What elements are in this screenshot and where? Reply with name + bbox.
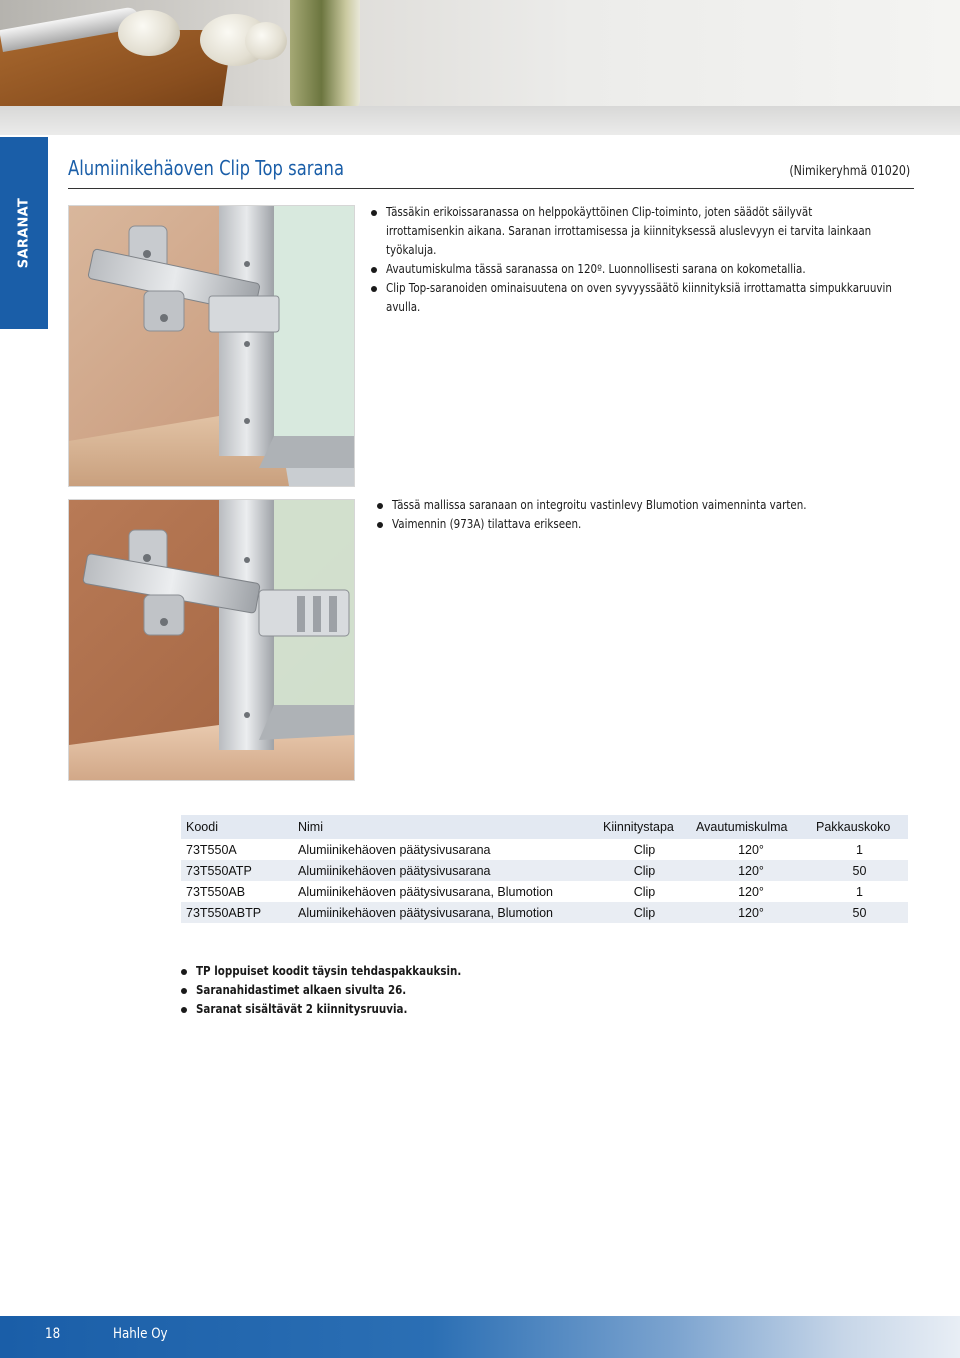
cell-mounting: Clip bbox=[633, 884, 656, 899]
column-header-package-size: Pakkauskoko bbox=[811, 815, 908, 839]
cell-code: 73T550A bbox=[186, 842, 237, 857]
list-item: TP loppuiset koodit täysin tehdaspakkauksin. bbox=[181, 962, 581, 981]
feature-list-middle bbox=[377, 496, 907, 534]
column-header-mounting: Kiinnitystapa bbox=[598, 815, 691, 839]
cell-name: Alumiinikehäoven päätysivusarana bbox=[298, 842, 491, 857]
title-row bbox=[68, 152, 914, 189]
cell-name: Alumiinikehäoven päätysivusarana bbox=[293, 860, 598, 881]
list-item: Saranahidastimet alkaen sivulta 26. bbox=[181, 981, 581, 1000]
hinge-photo-1 bbox=[68, 205, 355, 487]
page-number: 18 bbox=[45, 1326, 61, 1342]
table-row bbox=[181, 860, 908, 881]
company-name: Hahle Oy bbox=[113, 1326, 168, 1342]
cell-name: Alumiinikehäoven päätysivusarana, Blumotion bbox=[293, 902, 598, 923]
cell-opening-angle: 120° bbox=[738, 884, 764, 899]
table-row bbox=[181, 839, 908, 860]
list-item: Saranat sisältävät 2 kiinnitysruuvia. bbox=[181, 1000, 581, 1019]
section-side-tab bbox=[0, 137, 48, 329]
cell-package-size: 50 bbox=[811, 902, 908, 923]
cell-package-size: 1 bbox=[856, 884, 863, 899]
cell-mounting: Clip bbox=[633, 842, 656, 857]
product-table bbox=[181, 815, 908, 923]
hinge-photo-1-image bbox=[69, 206, 354, 486]
cell-mounting: Clip bbox=[598, 902, 691, 923]
cell-code: 73T550ABTP bbox=[181, 902, 293, 923]
product-group: (Nimikeryhmä 01020) bbox=[789, 164, 910, 179]
page-footer bbox=[0, 1316, 960, 1358]
table-row bbox=[181, 902, 908, 923]
jar-image bbox=[290, 0, 360, 110]
page-title: Alumiinikehäoven Clip Top sarana bbox=[68, 156, 345, 180]
header-photo-counter bbox=[0, 106, 960, 135]
cell-opening-angle: 120° bbox=[691, 860, 811, 881]
cell-package-size: 50 bbox=[811, 860, 908, 881]
cell-code: 73T550AB bbox=[186, 884, 246, 899]
garlic-image bbox=[245, 22, 287, 60]
cell-code: 73T550ATP bbox=[181, 860, 293, 881]
list-item: Tässäkin erikoissaranassa on helppokäyttöinen Clip-toiminto, joten säädöt säilyvät irrottamisenkin aikana. Saranan irrottamisessa ja kiinnityksessä aluslevyyn ei tarvita lainkaan työkaluja. bbox=[371, 203, 911, 260]
notes-list bbox=[181, 962, 581, 1019]
feature-list-top bbox=[371, 203, 911, 317]
cell-name: Alumiinikehäoven päätysivusarana, Blumotion bbox=[298, 884, 554, 899]
list-item: Avautumiskulma tässä saranassa on 120º. Luonnollisesti sarana on kokometallia. bbox=[371, 260, 911, 279]
cell-mounting: Clip bbox=[598, 860, 691, 881]
cell-opening-angle: 120° bbox=[738, 842, 764, 857]
table-header-row bbox=[181, 815, 908, 839]
hinge-photo-2-image bbox=[69, 500, 354, 780]
column-header-opening-angle: Avautumiskulma bbox=[691, 815, 811, 839]
list-item: Clip Top-saranoiden ominaisuutena on oven syvyyssäätö kiinnityksiä irrottamatta simpukkaruuvin avulla. bbox=[371, 279, 911, 317]
header-photo bbox=[0, 0, 960, 135]
column-header-name: Nimi bbox=[293, 815, 598, 839]
section-side-tab-label: SARANAT bbox=[16, 197, 32, 269]
list-item: Tässä mallissa saranaan on integroitu vastinlevy Blumotion vaimenninta varten. bbox=[377, 496, 907, 515]
cell-package-size: 1 bbox=[856, 842, 863, 857]
garlic-image bbox=[118, 10, 180, 56]
cell-opening-angle: 120° bbox=[691, 902, 811, 923]
table-row bbox=[181, 881, 908, 902]
column-header-code: Koodi bbox=[181, 815, 293, 839]
hinge-photo-2 bbox=[68, 499, 355, 781]
list-item: Vaimennin (973A) tilattava erikseen. bbox=[377, 515, 907, 534]
